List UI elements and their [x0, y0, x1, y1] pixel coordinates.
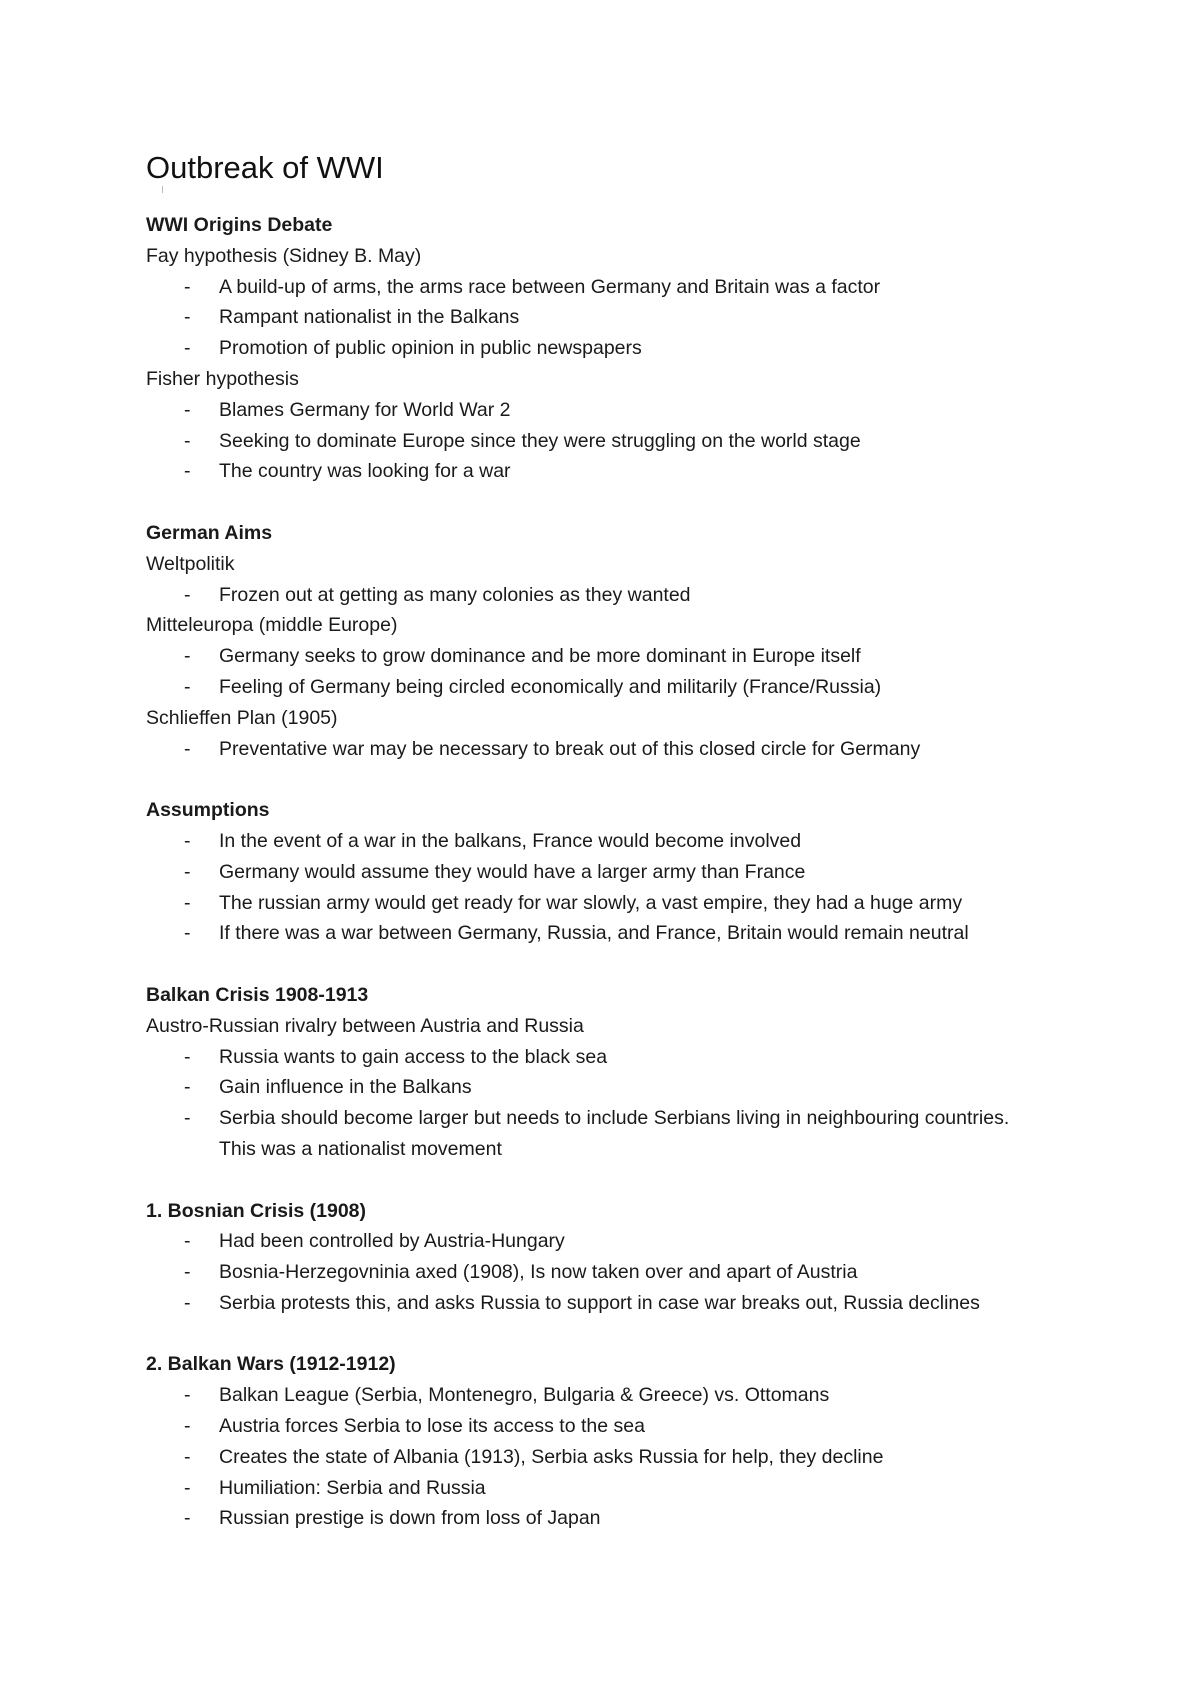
list-item-text: Bosnia-Herzegovninia axed (1908), Is now taken over and apart of Austria	[219, 1261, 858, 1284]
list-item	[146, 641, 1106, 672]
list-item	[146, 1442, 1106, 1473]
bullet-dash: -	[184, 891, 191, 914]
section-heading: WWI Origins Debate	[146, 214, 333, 236]
list-item	[146, 302, 1106, 333]
list-item	[146, 1072, 1106, 1103]
group-label: Fisher hypothesis	[146, 367, 299, 390]
list-item-text: Rampant nationalist in the Balkans	[219, 306, 520, 329]
section	[146, 1319, 1106, 1535]
bullet-dash: -	[184, 460, 191, 483]
section	[146, 1165, 1106, 1319]
section-heading: 2. Balkan Wars (1912-1912)	[146, 1353, 396, 1376]
bullet-list	[146, 641, 1106, 703]
bullet-dash: -	[184, 1445, 191, 1468]
list-item-text: Creates the state of Albania (1913), Serbia asks Russia for help, they decline	[219, 1445, 884, 1468]
bullet-dash: -	[184, 583, 191, 606]
list-item-text: The country was looking for a war	[219, 460, 511, 483]
list-item	[146, 826, 1106, 857]
list-item	[146, 672, 1106, 703]
list-item	[146, 1226, 1106, 1257]
list-item-text: Austria forces Serbia to lose its access to the sea	[219, 1415, 645, 1438]
list-item-text: If there was a war between Germany, Russia, and France, Britain would remain neutral	[219, 922, 969, 945]
list-item	[146, 1411, 1106, 1442]
section	[146, 764, 1106, 949]
bullet-dash: -	[184, 1384, 191, 1407]
group-label: Mitteleuropa (middle Europe)	[146, 614, 398, 637]
bullet-list	[146, 395, 1106, 487]
page-title: Outbreak of WWI	[146, 150, 384, 185]
section-heading: German Aims	[146, 521, 273, 544]
list-item	[146, 1473, 1106, 1504]
list-item-text: Balkan League (Serbia, Montenegro, Bulgaria & Greece) vs. Ottomans	[219, 1384, 830, 1407]
list-item-text: In the event of a war in the balkans, France would become involved	[219, 829, 802, 852]
section	[146, 210, 1106, 487]
list-item	[146, 1103, 1039, 1165]
section-heading: Balkan Crisis 1908-1913	[146, 983, 369, 1006]
bullet-dash: -	[184, 860, 191, 883]
bullet-dash: -	[184, 1476, 191, 1499]
bullet-list	[146, 1226, 1106, 1318]
group-label: Austro-Russian rivalry between Austria and Russia	[146, 1014, 584, 1037]
section-heading: Assumptions	[146, 799, 270, 822]
list-item-text: Feeling of Germany being circled economically and militarily (France/Russia)	[219, 675, 882, 698]
bullet-dash: -	[184, 675, 191, 698]
document-body	[146, 148, 1106, 1534]
bullet-dash: -	[184, 1415, 191, 1438]
list-item	[146, 426, 1106, 457]
list-item-text: Humiliation: Serbia and Russia	[219, 1476, 486, 1499]
bullet-dash: -	[184, 337, 191, 360]
bullet-dash: -	[184, 737, 191, 760]
bullet-dash: -	[184, 922, 191, 945]
cursor-mark	[162, 186, 163, 193]
list-item	[146, 272, 1106, 303]
bullet-list	[146, 272, 1106, 364]
bullet-dash: -	[184, 306, 191, 329]
bullet-dash: -	[184, 275, 191, 298]
bullet-list	[146, 580, 1106, 611]
list-item-text: Serbia protests this, and asks Russia to support in case war breaks out, Russia declines	[219, 1291, 980, 1314]
section-heading: 1. Bosnian Crisis (1908)	[146, 1199, 367, 1222]
list-item	[146, 1042, 1106, 1073]
list-item	[146, 888, 1106, 919]
list-item	[146, 1380, 1106, 1411]
bullet-dash: -	[184, 829, 191, 852]
bullet-dash: -	[184, 1076, 191, 1099]
bullet-list	[146, 826, 1106, 949]
list-item-text: The russian army would get ready for war slowly, a vast empire, they had a huge army	[219, 891, 963, 914]
bullet-list	[146, 734, 1106, 765]
list-item-text: Promotion of public opinion in public newspapers	[219, 337, 642, 360]
bullet-dash: -	[184, 1261, 191, 1284]
section	[146, 487, 1106, 764]
list-item	[146, 580, 1106, 611]
list-item-text: Gain influence in the Balkans	[219, 1076, 472, 1099]
list-item	[146, 918, 1106, 949]
list-item-text: A build-up of arms, the arms race between Germany and Britain was a factor	[219, 275, 881, 298]
list-item-text: Preventative war may be necessary to break out of this closed circle for Germany	[219, 737, 921, 760]
list-item	[146, 1257, 1106, 1288]
bullet-dash: -	[184, 1107, 191, 1130]
bullet-dash: -	[184, 1230, 191, 1253]
list-item-text: Germany would assume they would have a larger army than France	[219, 860, 806, 883]
bullet-dash: -	[184, 1507, 191, 1530]
list-item-text: Serbia should become larger but needs to include Serbians living in neighbouring countries. This was a nationalist movement	[219, 1107, 1010, 1160]
list-item-text: Had been controlled by Austria-Hungary	[219, 1230, 565, 1253]
list-item-text: Russia wants to gain access to the black sea	[219, 1045, 608, 1068]
bullet-list	[146, 1380, 1106, 1534]
section	[146, 949, 1106, 1165]
group-label: Weltpolitik	[146, 552, 235, 575]
bullet-dash: -	[184, 645, 191, 668]
list-item-text: Germany seeks to grow dominance and be more dominant in Europe itself	[219, 645, 861, 668]
list-item	[146, 1288, 1106, 1319]
list-item-text: Russian prestige is down from loss of Japan	[219, 1507, 601, 1530]
list-item	[146, 734, 1106, 765]
list-item	[146, 333, 1106, 364]
list-item	[146, 395, 1106, 426]
bullet-dash: -	[184, 1291, 191, 1314]
bullet-dash: -	[184, 1045, 191, 1068]
list-item-text: Seeking to dominate Europe since they were struggling on the world stage	[219, 429, 861, 452]
list-item-text: Blames Germany for World War 2	[219, 398, 511, 421]
sections	[146, 210, 1106, 1534]
list-item	[146, 857, 1106, 888]
bullet-dash: -	[184, 429, 191, 452]
list-item-text: Frozen out at getting as many colonies as they wanted	[219, 583, 691, 606]
bullet-list	[146, 1042, 1106, 1165]
list-item	[146, 456, 1106, 487]
group-label: Schlieffen Plan (1905)	[146, 706, 338, 729]
group-label: Fay hypothesis (Sidney B. May)	[146, 244, 422, 267]
list-item	[146, 1503, 1106, 1534]
bullet-dash: -	[184, 398, 191, 421]
